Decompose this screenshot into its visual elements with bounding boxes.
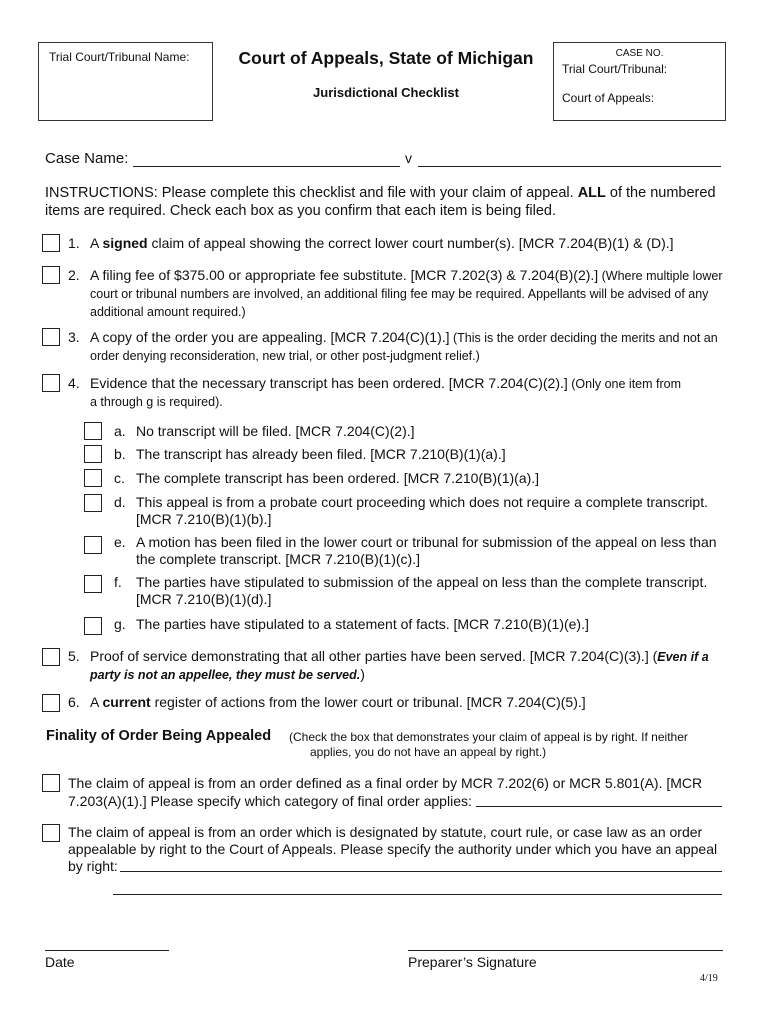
finality-heading: Finality of Order Being Appealed <box>46 728 272 744</box>
item-4-number: 4. <box>68 375 80 391</box>
item-3-number: 3. <box>68 329 80 345</box>
case-name-v: v <box>405 150 412 166</box>
date-label: Date <box>45 954 75 970</box>
item-4d-checkbox[interactable] <box>84 494 102 512</box>
item-6-number: 6. <box>68 694 80 710</box>
item-4d-text: This appeal is from a probate court proceeding which does not require a complete transcript. [MCR 7.210(B)(1)(b).] <box>136 494 708 527</box>
form-revision: 4/19 <box>700 973 718 984</box>
item-4e-text: A motion has been filed in the lower court or tribunal for submission of the appeal on less than the complete transcript. [MCR 7.210(B)(1)(c).] <box>136 534 717 567</box>
item-1-checkbox[interactable] <box>42 234 60 252</box>
item-4g-checkbox[interactable] <box>84 617 102 635</box>
authority-line-2[interactable] <box>113 894 722 895</box>
case-name-label: Case Name: <box>45 150 129 167</box>
preparer-signature-label: Preparer’s Signature <box>408 954 537 970</box>
case-no-label: CASE NO. <box>615 48 664 59</box>
trial-court-name-label: Trial Court/Tribunal Name: <box>49 50 190 64</box>
final-order-checkbox[interactable] <box>42 774 60 792</box>
item-4d-letter: d. <box>114 494 126 510</box>
item-5-text: Proof of service demonstrating that all other parties have been served. [MCR 7.204(C)(3).] (Even if a party is not an appellee, they must be served.) <box>90 648 709 682</box>
final-order-category-line[interactable] <box>476 806 722 807</box>
item-4c-text: The complete transcript has been ordered. [MCR 7.210(B)(1)(a).] <box>136 470 540 486</box>
instructions: INSTRUCTIONS: Please complete this checklist and file with your claim of appeal. ALL of the numbered items are required. Check each box as you confirm that each item is being filed. <box>45 185 716 219</box>
item-5-number: 5. <box>68 648 80 664</box>
item-4b-checkbox[interactable] <box>84 445 102 463</box>
trial-court-name-box[interactable] <box>38 42 213 121</box>
final-order-text-line2: 7.203(A)(1).] Please specify which category of final order applies: <box>68 793 472 809</box>
item-2-checkbox[interactable] <box>42 266 60 284</box>
item-4a-checkbox[interactable] <box>84 422 102 440</box>
item-3-text: A copy of the order you are appealing. [MCR 7.204(C)(1).] (This is the order deciding the merits and not an order denying reconsideration, new trial, or other post-judgment relief.) <box>90 329 718 363</box>
authority-line-1[interactable] <box>120 871 722 872</box>
trial-court-tribunal-label: Trial Court/Tribunal: <box>562 62 668 76</box>
item-4g-text: The parties have stipulated to a statement of facts. [MCR 7.210(B)(1)(e).] <box>136 616 589 632</box>
item-4-checkbox[interactable] <box>42 374 60 392</box>
item-2-text: A filing fee of $375.00 or appropriate fee substitute. [MCR 7.202(3) & 7.204(B)(2).] (Where multiple lower court or tribunal numbers are involved, an additional filing fee may be required. Appellants will be advised of any additional amount required.) <box>90 267 723 319</box>
appealable-by-right-checkbox[interactable] <box>42 824 60 842</box>
form-title: Court of Appeals, State of Michigan <box>238 48 534 68</box>
case-name-defendant-line[interactable] <box>418 166 721 167</box>
item-1-text: A signed claim of appeal showing the correct lower court number(s). [MCR 7.204(B)(1) & (D).] <box>90 235 674 251</box>
item-4g-letter: g. <box>114 616 126 632</box>
appealable-text-line2: appealable by right to the Court of Appeals. Please specify the authority under which you have an appeal <box>68 841 718 857</box>
item-4a-text: No transcript will be filed. [MCR 7.204(C)(2).] <box>136 423 415 439</box>
date-line[interactable] <box>45 950 169 951</box>
item-4a-letter: a. <box>114 423 126 439</box>
item-2-number: 2. <box>68 267 80 283</box>
item-1-number: 1. <box>68 235 80 251</box>
preparer-signature-line[interactable] <box>408 950 723 951</box>
case-number-box[interactable] <box>553 42 726 121</box>
case-name-plaintiff-line[interactable] <box>133 166 400 167</box>
item-4-text: Evidence that the necessary transcript has been ordered. [MCR 7.204(C)(2).] (Only one item from a through g is required). <box>90 375 682 409</box>
item-6-checkbox[interactable] <box>42 694 60 712</box>
item-4f-text: The parties have stipulated to submission of the appeal on less than the complete transcript. [MCR 7.210(B)(1)(d).] <box>136 574 708 607</box>
item-3-checkbox[interactable] <box>42 328 60 346</box>
item-4c-letter: c. <box>114 470 125 486</box>
court-of-appeals-label: Court of Appeals: <box>562 91 655 105</box>
appealable-text-line3: by right: <box>68 858 118 874</box>
final-order-text-line1: The claim of appeal is from an order defined as a final order by MCR 7.202(6) or MCR 5.801(A). [MCR <box>68 775 703 791</box>
finality-note-line1: (Check the box that demonstrates your claim of appeal is by right. If neither <box>289 730 688 744</box>
form-subtitle: Jurisdictional Checklist <box>313 85 459 100</box>
appealable-text-line1: The claim of appeal is from an order which is designated by statute, court rule, or case law as an order <box>68 824 703 840</box>
item-5-checkbox[interactable] <box>42 648 60 666</box>
item-4f-letter: f. <box>114 574 122 590</box>
finality-note-line2: applies, you do not have an appeal by right.) <box>310 745 547 759</box>
item-6-text: A current register of actions from the lower court or tribunal. [MCR 7.204(C)(5).] <box>90 694 586 710</box>
item-4c-checkbox[interactable] <box>84 469 102 487</box>
item-4e-checkbox[interactable] <box>84 536 102 554</box>
item-4f-checkbox[interactable] <box>84 575 102 593</box>
item-4b-text: The transcript has already been filed. [MCR 7.210(B)(1)(a).] <box>136 446 506 462</box>
item-4e-letter: e. <box>114 534 126 550</box>
item-4b-letter: b. <box>114 446 126 462</box>
